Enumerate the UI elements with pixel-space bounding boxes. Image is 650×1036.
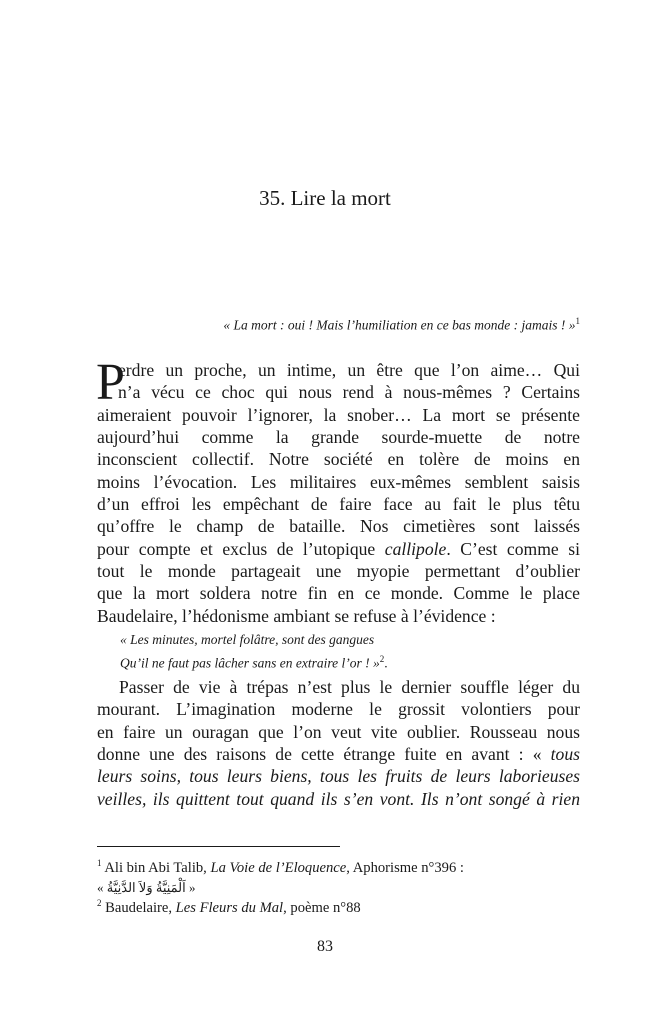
- text-segment: moins l’évocation. Les militaires eux-mêmes semblent saisis: [97, 471, 580, 492]
- footnote-divider: [97, 846, 340, 847]
- footnote-2: [97, 893, 361, 918]
- text-segment: aimeraient pouvoir l’ignorer, la snober… La mort se présente: [97, 404, 580, 425]
- paragraph-1: [96, 354, 580, 627]
- footnote-1: [97, 853, 464, 898]
- footnote-work: La Voie de l’Eloquence: [210, 859, 347, 876]
- text-segment: n’a vécu ce choc qui nous rend à nous-mêmes ? Certains: [118, 382, 580, 403]
- text-segment: inconscient collectif. Notre société en tolère de moins en: [97, 449, 580, 470]
- poem-line-1: « Les minutes, mortel folâtre, sont des gangues: [120, 632, 375, 647]
- text-line: [97, 560, 580, 582]
- text-line: [97, 721, 580, 743]
- text-segment: mourant. L’imagination moderne le grossit volontiers pour: [97, 699, 580, 720]
- text-segment: pour compte et exclus de l’utopique: [97, 538, 385, 559]
- text-segment: erdre un proche, un intime, un être que l’on aime… Qui: [118, 360, 580, 380]
- epigraph: [223, 316, 580, 334]
- footnote-detail: , poème n°88: [283, 899, 361, 916]
- footnote-number: 1: [97, 858, 102, 868]
- text-line: [97, 493, 580, 515]
- poem-line-2-text: Qu’il ne faut pas lâcher sans en extraire l’or ! »: [120, 655, 380, 670]
- footnote-work: Les Fleurs du Mal: [175, 899, 284, 916]
- paragraph-2: [97, 676, 580, 810]
- italic-text: callipole: [384, 538, 447, 559]
- text-segment: Baudelaire, l’hédonisme ambiant se refuse à l’évidence :: [97, 605, 496, 626]
- text-line: [97, 381, 580, 403]
- text-line: [97, 448, 580, 470]
- footnote-ref-2: 2: [379, 653, 385, 664]
- poem-line-2: [120, 650, 388, 673]
- text-line: [97, 359, 580, 381]
- text-line: [97, 515, 580, 537]
- text-line: [97, 743, 580, 765]
- text-segment: qu’offre le champ de bataille. Nos cimetières sont laissés: [97, 516, 580, 537]
- poem-quote: [120, 630, 388, 673]
- text-line: [97, 605, 580, 627]
- text-line: [97, 765, 580, 787]
- footnote-number: 2: [97, 898, 102, 908]
- footnote-arabic-quote: « اَلْمَنِيَّةُ وَلاَ الدَّنِيَّةُ »: [97, 879, 196, 895]
- footnote-author: Baudelaire,: [105, 899, 176, 916]
- poem-end-punct: .: [384, 655, 388, 670]
- text-segment: en faire un ouragan que l’on veut vite oublier. Rousseau nous: [97, 721, 580, 742]
- text-line: [97, 582, 580, 604]
- italic-text: tous: [550, 744, 580, 765]
- footnote-author: Ali bin Abi Talib,: [104, 859, 211, 876]
- italic-text: veilles, ils quittent tout quand ils s’en vont. Ils n’ont songé à rien: [97, 788, 580, 809]
- text-line: [97, 471, 580, 493]
- text-segment: Passer de vie à trépas n’est plus le dernier souffle léger du: [119, 677, 580, 697]
- epigraph-text: « La mort : oui ! Mais l’humiliation en ce bas monde : jamais ! »: [223, 317, 576, 333]
- text-segment: . C’est comme si: [446, 538, 580, 559]
- text-line: [97, 538, 580, 560]
- text-line: [97, 788, 580, 810]
- text-segment: aujourd’hui comme la grande sourde-muette de notre: [97, 427, 580, 448]
- text-segment: tout le monde partageait une myopie permettant d’oublier: [97, 561, 580, 582]
- text-segment: que la mort soldera notre fin en ce monde. Comme le place: [97, 583, 580, 604]
- text-line: [97, 404, 580, 426]
- italic-text: leurs soins, tous leurs biens, tous les fruits de leurs laborieuses: [97, 766, 580, 787]
- text-line: [97, 698, 580, 720]
- footnote-ref-1: 1: [575, 316, 580, 326]
- text-segment: donne une des raisons de cette étrange fuite en avant : «: [97, 744, 551, 765]
- text-segment: d’un effroi les empêchant de faire face au fait le plus têtu: [97, 494, 580, 515]
- text-line: [97, 426, 580, 448]
- chapter-title: 35. Lire la mort: [259, 186, 391, 210]
- footnote-detail: , Aphorisme n°396 :: [346, 859, 464, 876]
- text-line: [97, 676, 580, 698]
- page-number: 83: [317, 938, 333, 955]
- drop-cap: P: [96, 354, 125, 411]
